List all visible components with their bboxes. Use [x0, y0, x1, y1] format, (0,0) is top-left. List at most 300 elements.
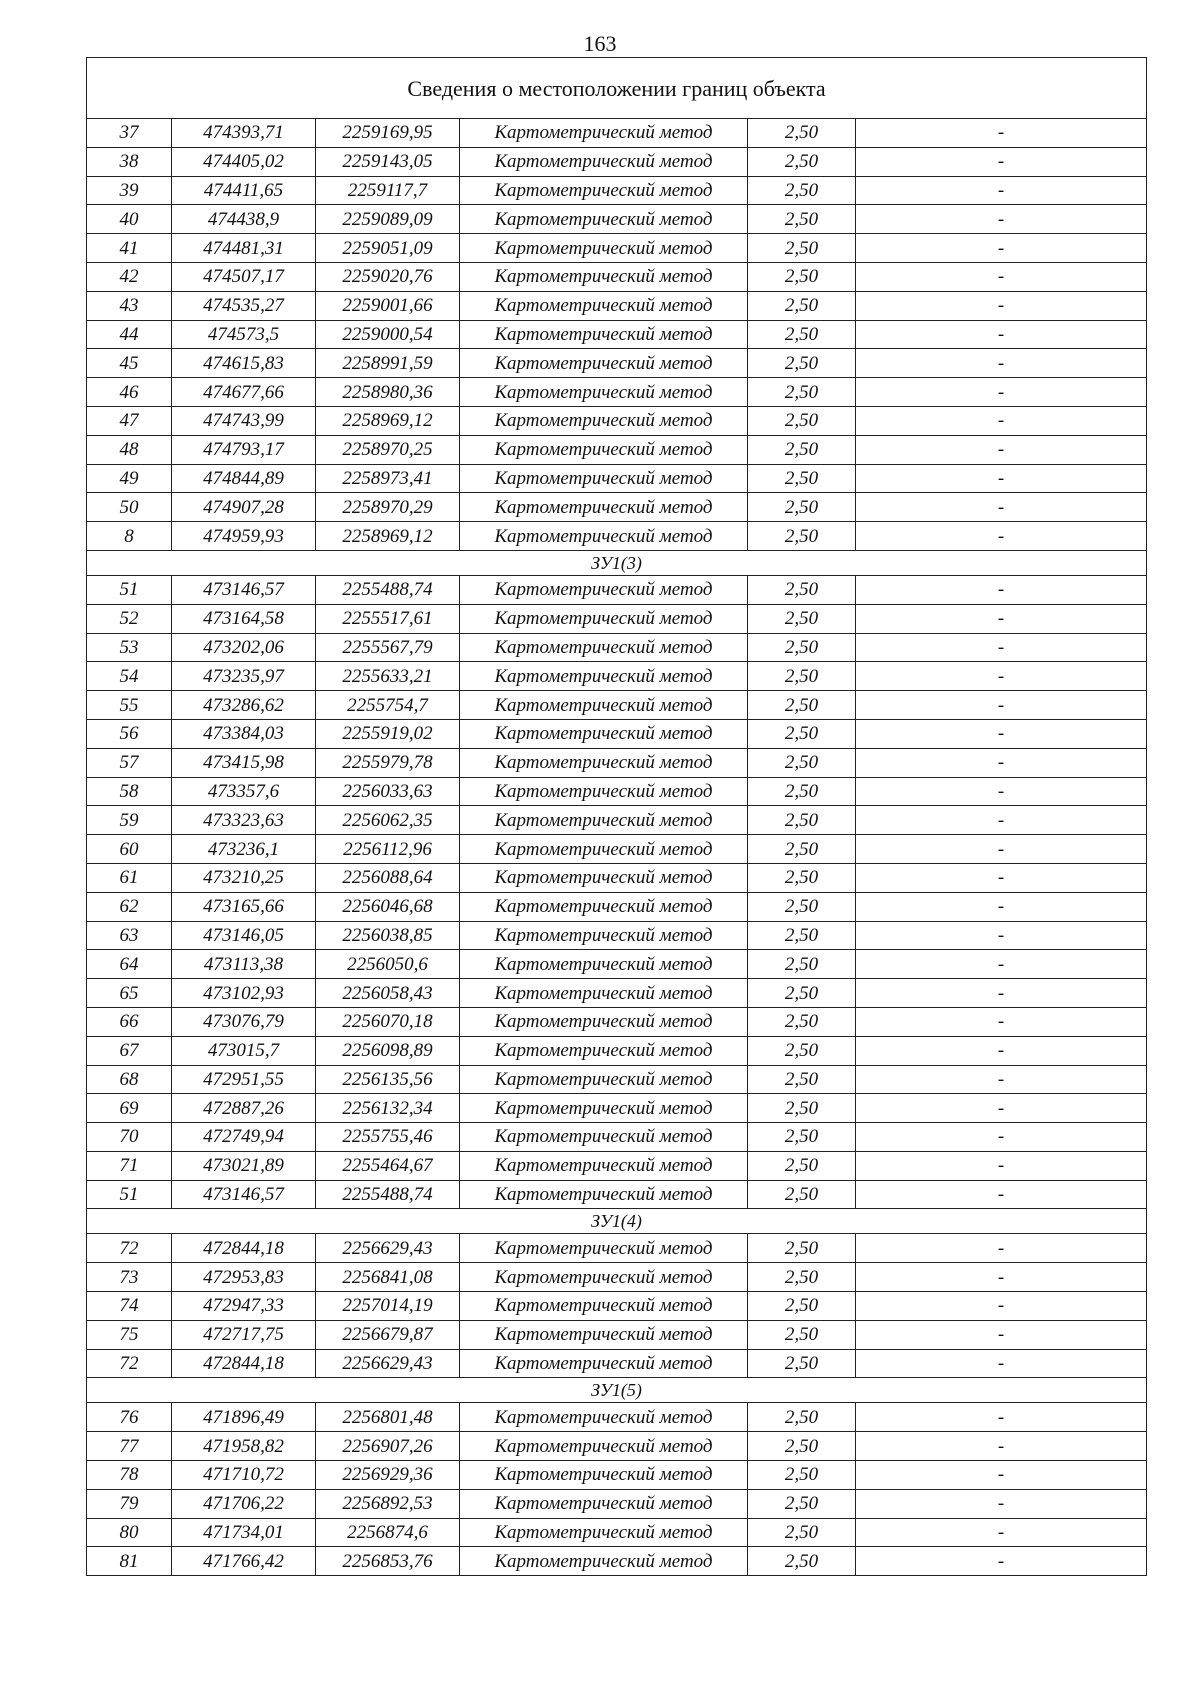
accuracy-cell: 2,50: [748, 1292, 856, 1321]
method-cell: Картометрический метод: [460, 1180, 748, 1209]
x-coordinate-cell: 474438,9: [172, 205, 316, 234]
accuracy-cell: 2,50: [748, 1518, 856, 1547]
accuracy-cell: 2,50: [748, 464, 856, 493]
table-row: [87, 406, 1147, 435]
x-coordinate-cell: 474793,17: [172, 435, 316, 464]
note-cell: -: [856, 1180, 1147, 1209]
method-cell: Картометрический метод: [460, 435, 748, 464]
accuracy-cell: 2,50: [748, 1547, 856, 1576]
y-coordinate-cell: 2257014,19: [316, 1292, 460, 1321]
point-number-cell: 47: [87, 406, 172, 435]
note-cell: -: [856, 748, 1147, 777]
accuracy-cell: 2,50: [748, 1036, 856, 1065]
x-coordinate-cell: 473286,62: [172, 691, 316, 720]
method-cell: Картометрический метод: [460, 176, 748, 205]
accuracy-cell: 2,50: [748, 719, 856, 748]
x-coordinate-cell: 472951,55: [172, 1065, 316, 1094]
method-cell: Картометрический метод: [460, 1292, 748, 1321]
table-row: [87, 863, 1147, 892]
x-coordinate-cell: 473415,98: [172, 748, 316, 777]
table-row: [87, 435, 1147, 464]
y-coordinate-cell: 2256135,56: [316, 1065, 460, 1094]
y-coordinate-cell: 2256050,6: [316, 950, 460, 979]
point-number-cell: 40: [87, 205, 172, 234]
table-row: [87, 1180, 1147, 1209]
y-coordinate-cell: 2259117,7: [316, 176, 460, 205]
accuracy-cell: 2,50: [748, 234, 856, 263]
point-number-cell: 58: [87, 777, 172, 806]
method-cell: Картометрический метод: [460, 493, 748, 522]
method-cell: Картометрический метод: [460, 806, 748, 835]
table-row: [87, 633, 1147, 662]
table-row: [87, 291, 1147, 320]
note-cell: -: [856, 262, 1147, 291]
point-number-cell: 55: [87, 691, 172, 720]
note-cell: -: [856, 1234, 1147, 1263]
point-number-cell: 49: [87, 464, 172, 493]
y-coordinate-cell: 2259020,76: [316, 262, 460, 291]
table-row: [87, 378, 1147, 407]
y-coordinate-cell: 2255567,79: [316, 633, 460, 662]
method-cell: Картометрический метод: [460, 921, 748, 950]
x-coordinate-cell: 473146,57: [172, 1180, 316, 1209]
note-cell: -: [856, 921, 1147, 950]
accuracy-cell: 2,50: [748, 1094, 856, 1123]
x-coordinate-cell: 473113,38: [172, 950, 316, 979]
x-coordinate-cell: 472844,18: [172, 1234, 316, 1263]
accuracy-cell: 2,50: [748, 979, 856, 1008]
method-cell: Картометрический метод: [460, 464, 748, 493]
x-coordinate-cell: 472947,33: [172, 1292, 316, 1321]
y-coordinate-cell: 2256132,34: [316, 1094, 460, 1123]
point-number-cell: 50: [87, 493, 172, 522]
table-title: Сведения о местоположении границ объекта: [87, 58, 1147, 119]
y-coordinate-cell: 2256853,76: [316, 1547, 460, 1576]
note-cell: -: [856, 1151, 1147, 1180]
y-coordinate-cell: 2258973,41: [316, 464, 460, 493]
note-cell: -: [856, 806, 1147, 835]
point-number-cell: 80: [87, 1518, 172, 1547]
accuracy-cell: 2,50: [748, 1403, 856, 1432]
method-cell: Картометрический метод: [460, 522, 748, 551]
accuracy-cell: 2,50: [748, 1065, 856, 1094]
x-coordinate-cell: 471706,22: [172, 1489, 316, 1518]
table-row: [87, 835, 1147, 864]
y-coordinate-cell: 2259089,09: [316, 205, 460, 234]
y-coordinate-cell: 2255488,74: [316, 575, 460, 604]
x-coordinate-cell: 472717,75: [172, 1320, 316, 1349]
x-coordinate-cell: 474535,27: [172, 291, 316, 320]
table-row: [87, 777, 1147, 806]
table-row: [87, 1547, 1147, 1576]
x-coordinate-cell: 473102,93: [172, 979, 316, 1008]
x-coordinate-cell: 473021,89: [172, 1151, 316, 1180]
table-row: [87, 522, 1147, 551]
table-row: [87, 1234, 1147, 1263]
accuracy-cell: 2,50: [748, 892, 856, 921]
point-number-cell: 42: [87, 262, 172, 291]
note-cell: -: [856, 435, 1147, 464]
method-cell: Картометрический метод: [460, 234, 748, 263]
method-cell: Картометрический метод: [460, 979, 748, 1008]
accuracy-cell: 2,50: [748, 262, 856, 291]
accuracy-cell: 2,50: [748, 604, 856, 633]
section-header-row: [87, 1209, 1147, 1234]
x-coordinate-cell: 474844,89: [172, 464, 316, 493]
accuracy-cell: 2,50: [748, 320, 856, 349]
method-cell: Картометрический метод: [460, 777, 748, 806]
point-number-cell: 48: [87, 435, 172, 464]
note-cell: -: [856, 777, 1147, 806]
method-cell: Картометрический метод: [460, 575, 748, 604]
table-row: [87, 234, 1147, 263]
table-row: [87, 147, 1147, 176]
note-cell: -: [856, 234, 1147, 263]
method-cell: Картометрический метод: [460, 835, 748, 864]
method-cell: Картометрический метод: [460, 406, 748, 435]
x-coordinate-cell: 471958,82: [172, 1432, 316, 1461]
table-row: [87, 806, 1147, 835]
y-coordinate-cell: 2255755,46: [316, 1123, 460, 1152]
point-number-cell: 56: [87, 719, 172, 748]
y-coordinate-cell: 2256907,26: [316, 1432, 460, 1461]
point-number-cell: 52: [87, 604, 172, 633]
accuracy-cell: 2,50: [748, 378, 856, 407]
method-cell: Картометрический метод: [460, 1123, 748, 1152]
accuracy-cell: 2,50: [748, 205, 856, 234]
note-cell: -: [856, 176, 1147, 205]
table-row: [87, 691, 1147, 720]
y-coordinate-cell: 2256629,43: [316, 1349, 460, 1378]
table-row: [87, 205, 1147, 234]
table-row: [87, 1403, 1147, 1432]
method-cell: Картометрический метод: [460, 748, 748, 777]
method-cell: Картометрический метод: [460, 691, 748, 720]
point-number-cell: 51: [87, 575, 172, 604]
method-cell: Картометрический метод: [460, 892, 748, 921]
x-coordinate-cell: 473164,58: [172, 604, 316, 633]
method-cell: Картометрический метод: [460, 1403, 748, 1432]
note-cell: -: [856, 1007, 1147, 1036]
x-coordinate-cell: 473210,25: [172, 863, 316, 892]
point-number-cell: 71: [87, 1151, 172, 1180]
accuracy-cell: 2,50: [748, 806, 856, 835]
method-cell: Картометрический метод: [460, 604, 748, 633]
y-coordinate-cell: 2255919,02: [316, 719, 460, 748]
point-number-cell: 72: [87, 1234, 172, 1263]
note-cell: -: [856, 522, 1147, 551]
x-coordinate-cell: 474405,02: [172, 147, 316, 176]
point-number-cell: 51: [87, 1180, 172, 1209]
table-row: [87, 493, 1147, 522]
point-number-cell: 67: [87, 1036, 172, 1065]
x-coordinate-cell: 472844,18: [172, 1349, 316, 1378]
x-coordinate-cell: 474743,99: [172, 406, 316, 435]
y-coordinate-cell: 2256929,36: [316, 1461, 460, 1490]
table-row: [87, 1489, 1147, 1518]
table-row: [87, 921, 1147, 950]
point-number-cell: 44: [87, 320, 172, 349]
note-cell: -: [856, 1518, 1147, 1547]
method-cell: Картометрический метод: [460, 1461, 748, 1490]
y-coordinate-cell: 2255488,74: [316, 1180, 460, 1209]
table-row: [87, 979, 1147, 1008]
method-cell: Картометрический метод: [460, 662, 748, 691]
y-coordinate-cell: 2258970,25: [316, 435, 460, 464]
x-coordinate-cell: 474677,66: [172, 378, 316, 407]
boundary-coordinates-table: [86, 57, 1147, 1576]
note-cell: -: [856, 1461, 1147, 1490]
x-coordinate-cell: 473076,79: [172, 1007, 316, 1036]
method-cell: Картометрический метод: [460, 1234, 748, 1263]
y-coordinate-cell: 2256038,85: [316, 921, 460, 950]
accuracy-cell: 2,50: [748, 1263, 856, 1292]
method-cell: Картометрический метод: [460, 1518, 748, 1547]
method-cell: Картометрический метод: [460, 633, 748, 662]
section-header-row: [87, 550, 1147, 575]
note-cell: -: [856, 1123, 1147, 1152]
y-coordinate-cell: 2256098,89: [316, 1036, 460, 1065]
point-number-cell: 79: [87, 1489, 172, 1518]
accuracy-cell: 2,50: [748, 291, 856, 320]
section-header-row: [87, 1378, 1147, 1403]
table-row: [87, 320, 1147, 349]
point-number-cell: 62: [87, 892, 172, 921]
x-coordinate-cell: 474507,17: [172, 262, 316, 291]
y-coordinate-cell: 2256033,63: [316, 777, 460, 806]
table-row: [87, 575, 1147, 604]
point-number-cell: 74: [87, 1292, 172, 1321]
accuracy-cell: 2,50: [748, 1007, 856, 1036]
y-coordinate-cell: 2258969,12: [316, 406, 460, 435]
method-cell: Картометрический метод: [460, 950, 748, 979]
note-cell: -: [856, 1403, 1147, 1432]
accuracy-cell: 2,50: [748, 1180, 856, 1209]
table-row: [87, 1432, 1147, 1461]
method-cell: Картометрический метод: [460, 1432, 748, 1461]
accuracy-cell: 2,50: [748, 921, 856, 950]
y-coordinate-cell: 2259000,54: [316, 320, 460, 349]
point-number-cell: 39: [87, 176, 172, 205]
x-coordinate-cell: 474907,28: [172, 493, 316, 522]
y-coordinate-cell: 2259001,66: [316, 291, 460, 320]
x-coordinate-cell: 472749,94: [172, 1123, 316, 1152]
x-coordinate-cell: 474959,93: [172, 522, 316, 551]
y-coordinate-cell: 2259169,95: [316, 119, 460, 148]
point-number-cell: 57: [87, 748, 172, 777]
note-cell: -: [856, 1320, 1147, 1349]
table-row: [87, 1518, 1147, 1547]
y-coordinate-cell: 2256062,35: [316, 806, 460, 835]
point-number-cell: 59: [87, 806, 172, 835]
accuracy-cell: 2,50: [748, 1432, 856, 1461]
section-label: ЗУ1(3): [87, 550, 1147, 575]
accuracy-cell: 2,50: [748, 349, 856, 378]
x-coordinate-cell: 473357,6: [172, 777, 316, 806]
method-cell: Картометрический метод: [460, 1489, 748, 1518]
accuracy-cell: 2,50: [748, 1489, 856, 1518]
point-number-cell: 37: [87, 119, 172, 148]
table-row: [87, 1123, 1147, 1152]
table-row: [87, 1007, 1147, 1036]
x-coordinate-cell: 474615,83: [172, 349, 316, 378]
note-cell: -: [856, 1489, 1147, 1518]
y-coordinate-cell: 2256629,43: [316, 1234, 460, 1263]
note-cell: -: [856, 979, 1147, 1008]
note-cell: -: [856, 406, 1147, 435]
method-cell: Картометрический метод: [460, 1036, 748, 1065]
x-coordinate-cell: 472953,83: [172, 1263, 316, 1292]
table-row: [87, 1320, 1147, 1349]
note-cell: -: [856, 604, 1147, 633]
accuracy-cell: 2,50: [748, 1151, 856, 1180]
note-cell: -: [856, 1432, 1147, 1461]
x-coordinate-cell: 473323,63: [172, 806, 316, 835]
accuracy-cell: 2,50: [748, 633, 856, 662]
note-cell: -: [856, 835, 1147, 864]
table-row: [87, 950, 1147, 979]
accuracy-cell: 2,50: [748, 691, 856, 720]
y-coordinate-cell: 2259051,09: [316, 234, 460, 263]
x-coordinate-cell: 471734,01: [172, 1518, 316, 1547]
accuracy-cell: 2,50: [748, 493, 856, 522]
x-coordinate-cell: 474393,71: [172, 119, 316, 148]
point-number-cell: 63: [87, 921, 172, 950]
method-cell: Картометрический метод: [460, 719, 748, 748]
point-number-cell: 65: [87, 979, 172, 1008]
x-coordinate-cell: 472887,26: [172, 1094, 316, 1123]
table-row: [87, 1065, 1147, 1094]
note-cell: -: [856, 691, 1147, 720]
point-number-cell: 41: [87, 234, 172, 263]
accuracy-cell: 2,50: [748, 863, 856, 892]
table-row: [87, 1292, 1147, 1321]
method-cell: Картометрический метод: [460, 1065, 748, 1094]
method-cell: Картометрический метод: [460, 863, 748, 892]
y-coordinate-cell: 2256046,68: [316, 892, 460, 921]
y-coordinate-cell: 2258991,59: [316, 349, 460, 378]
y-coordinate-cell: 2256801,48: [316, 1403, 460, 1432]
x-coordinate-cell: 473235,97: [172, 662, 316, 691]
note-cell: -: [856, 950, 1147, 979]
table-row: [87, 1151, 1147, 1180]
y-coordinate-cell: 2256679,87: [316, 1320, 460, 1349]
x-coordinate-cell: 473202,06: [172, 633, 316, 662]
point-number-cell: 60: [87, 835, 172, 864]
point-number-cell: 81: [87, 1547, 172, 1576]
note-cell: -: [856, 1094, 1147, 1123]
x-coordinate-cell: 473165,66: [172, 892, 316, 921]
note-cell: -: [856, 1547, 1147, 1576]
point-number-cell: 72: [87, 1349, 172, 1378]
note-cell: -: [856, 147, 1147, 176]
accuracy-cell: 2,50: [748, 1123, 856, 1152]
method-cell: Картометрический метод: [460, 1547, 748, 1576]
y-coordinate-cell: 2256070,18: [316, 1007, 460, 1036]
note-cell: -: [856, 719, 1147, 748]
table-row: [87, 748, 1147, 777]
method-cell: Картометрический метод: [460, 1349, 748, 1378]
point-number-cell: 69: [87, 1094, 172, 1123]
table-row: [87, 176, 1147, 205]
section-label: ЗУ1(5): [87, 1378, 1147, 1403]
method-cell: Картометрический метод: [460, 1151, 748, 1180]
y-coordinate-cell: 2256112,96: [316, 835, 460, 864]
point-number-cell: 61: [87, 863, 172, 892]
y-coordinate-cell: 2256874,6: [316, 1518, 460, 1547]
note-cell: -: [856, 1349, 1147, 1378]
point-number-cell: 68: [87, 1065, 172, 1094]
accuracy-cell: 2,50: [748, 1320, 856, 1349]
note-cell: -: [856, 1065, 1147, 1094]
page-number: 163: [583, 31, 617, 56]
accuracy-cell: 2,50: [748, 522, 856, 551]
x-coordinate-cell: 471710,72: [172, 1461, 316, 1490]
accuracy-cell: 2,50: [748, 950, 856, 979]
x-coordinate-cell: 471766,42: [172, 1547, 316, 1576]
y-coordinate-cell: 2256892,53: [316, 1489, 460, 1518]
table-row: [87, 1461, 1147, 1490]
point-number-cell: 73: [87, 1263, 172, 1292]
y-coordinate-cell: 2256058,43: [316, 979, 460, 1008]
x-coordinate-cell: 473146,57: [172, 575, 316, 604]
point-number-cell: 38: [87, 147, 172, 176]
y-coordinate-cell: 2256841,08: [316, 1263, 460, 1292]
table-row: [87, 1036, 1147, 1065]
table-row: [87, 349, 1147, 378]
y-coordinate-cell: 2259143,05: [316, 147, 460, 176]
y-coordinate-cell: 2255633,21: [316, 662, 460, 691]
x-coordinate-cell: 473146,05: [172, 921, 316, 950]
note-cell: -: [856, 892, 1147, 921]
x-coordinate-cell: 474481,31: [172, 234, 316, 263]
point-number-cell: 75: [87, 1320, 172, 1349]
accuracy-cell: 2,50: [748, 835, 856, 864]
section-label: ЗУ1(4): [87, 1209, 1147, 1234]
method-cell: Картометрический метод: [460, 291, 748, 320]
table-row: [87, 662, 1147, 691]
table-row: [87, 604, 1147, 633]
accuracy-cell: 2,50: [748, 147, 856, 176]
y-coordinate-cell: 2255754,7: [316, 691, 460, 720]
table-row: [87, 119, 1147, 148]
point-number-cell: 45: [87, 349, 172, 378]
point-number-cell: 54: [87, 662, 172, 691]
method-cell: Картометрический метод: [460, 1320, 748, 1349]
note-cell: -: [856, 291, 1147, 320]
note-cell: -: [856, 205, 1147, 234]
note-cell: -: [856, 119, 1147, 148]
accuracy-cell: 2,50: [748, 1234, 856, 1263]
point-number-cell: 78: [87, 1461, 172, 1490]
point-number-cell: 53: [87, 633, 172, 662]
point-number-cell: 76: [87, 1403, 172, 1432]
y-coordinate-cell: 2258970,29: [316, 493, 460, 522]
x-coordinate-cell: 473384,03: [172, 719, 316, 748]
accuracy-cell: 2,50: [748, 406, 856, 435]
table-row: [87, 262, 1147, 291]
y-coordinate-cell: 2258969,12: [316, 522, 460, 551]
note-cell: -: [856, 349, 1147, 378]
note-cell: -: [856, 662, 1147, 691]
x-coordinate-cell: 474411,65: [172, 176, 316, 205]
point-number-cell: 66: [87, 1007, 172, 1036]
method-cell: Картометрический метод: [460, 262, 748, 291]
x-coordinate-cell: 473015,7: [172, 1036, 316, 1065]
method-cell: Картометрический метод: [460, 147, 748, 176]
method-cell: Картометрический метод: [460, 205, 748, 234]
point-number-cell: 8: [87, 522, 172, 551]
